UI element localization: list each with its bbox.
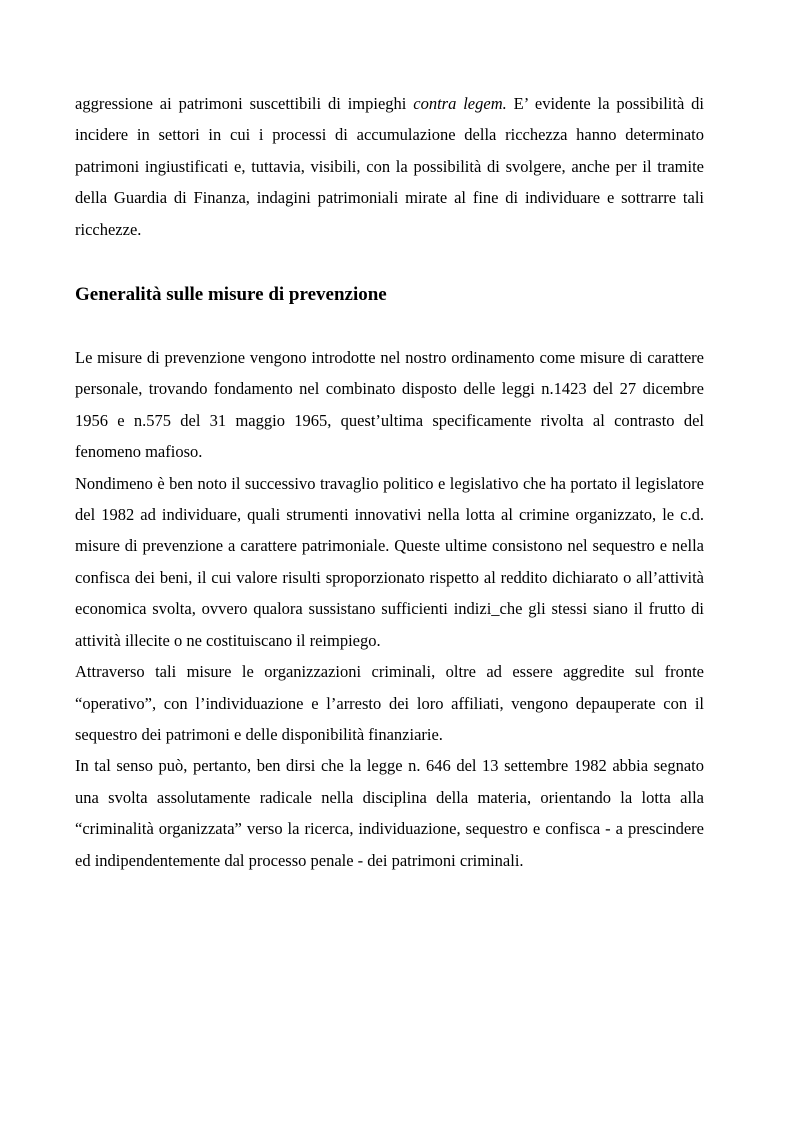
section-paragraph-4: In tal senso può, pertanto, ben dirsi che la legge n. 646 del 13 settembre 1982 abbia segnato una svolta assolutamente radicale nella disciplina della materia, orientando la lotta alla “criminalità organizzata” verso la ricerca, individuazione, sequestro e confisca - a prescindere ed indipendentemente dal processo penale - dei patrimoni criminali. <box>75 756 704 870</box>
section-paragraph-1: Le misure di prevenzione vengono introdotte nel nostro ordinamento come misure di carattere personale, trovando fondamento nel combinato disposto delle leggi n.1423 del 27 dicembre 1956 e n.575 del 31 maggio 1965, quest’ultima specificamente rivolta al contrasto del fenomeno mafioso. <box>75 348 704 462</box>
section-paragraph-3: Attraverso tali misure le organizzazioni criminali, oltre ad essere aggredite sul fronte “operativo”, con l’individuazione e l’arresto dei loro affiliati, vengono depauperate con il sequestro dei patrimoni e delle disponibilità finanziarie. <box>75 662 704 744</box>
document-page <box>75 88 704 876</box>
intro-paragraph <box>75 88 704 245</box>
section-paragraph-2: Nondimeno è ben noto il successivo travaglio politico e legislativo che ha portato il legislatore del 1982 ad individuare, quali strumenti innovativi nella lotta al crimine organizzato, le c.d. misure di prevenzione a carattere patrimoniale. Queste ultime consistono nel sequestro e nella confisca dei beni, il cui valore risulti sproporzionato rispetto al reddito dichiarato o all’attività economica svolta, ovvero qualora sussistano sufficienti indizi_che gli stessi siano il frutto di attività illecite o ne costituiscano il reimpiego. <box>75 473 704 650</box>
intro-text-end: E’ evidente la possibilità di incidere in settori in cui i processi di accumulazione della ricchezza hanno determinato patrimoni ingiustificati e, tuttavia, visibili, con la possibilità di svolgere, anche per il tramite della Guardia di Finanza, indagini patrimoniali mirate al fine di individuare e sottrarre tali ricchezze. <box>75 94 704 239</box>
section-heading: Generalità sulle misure di prevenzione <box>75 284 387 306</box>
intro-italic-phrase: contra legem. <box>413 94 507 113</box>
intro-text-start: aggressione ai patrimoni suscettibili di impieghi <box>75 94 414 113</box>
